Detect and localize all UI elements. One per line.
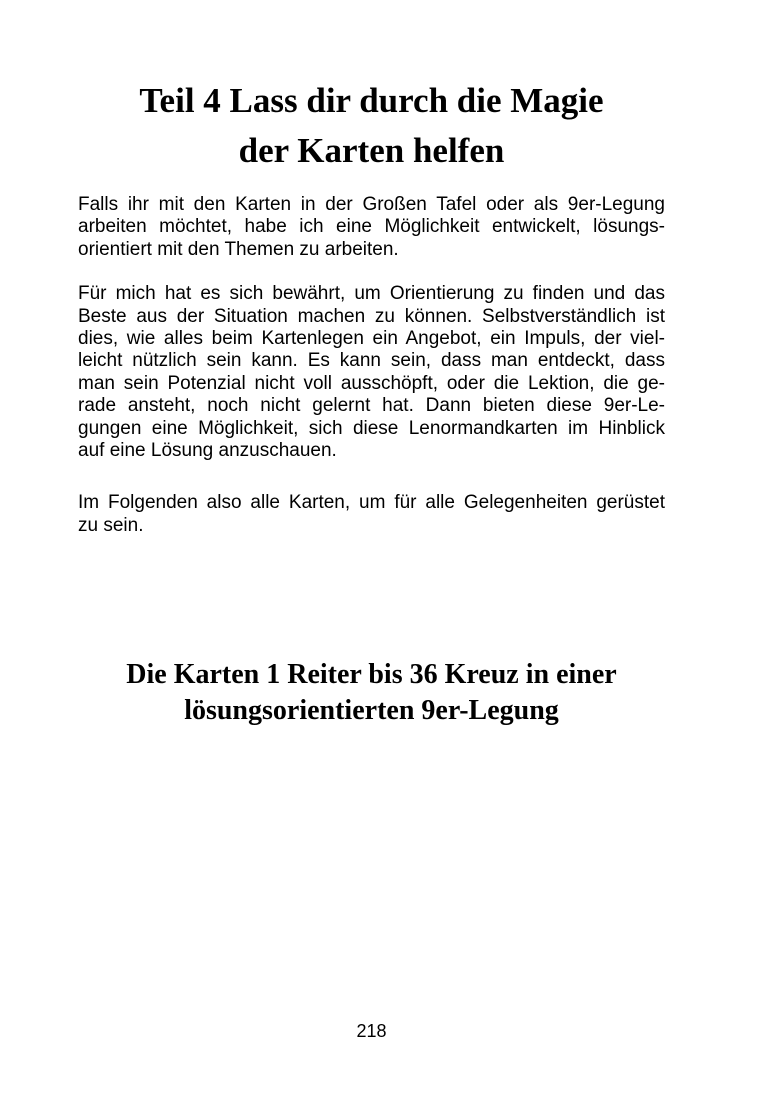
paragraph-1: [78, 194, 665, 261]
text-line: dies, wie alles beim Kartenlegen ein Angebot, ein Impuls, der viel-: [78, 328, 665, 350]
chapter-title-line-1: Teil 4 Lass dir durch die Magie: [139, 81, 604, 120]
paragraph-3: [78, 492, 665, 537]
text-line: gungen eine Möglichkeit, sich diese Lenormandkarten im Hinblick: [78, 417, 665, 439]
page-number: 218: [356, 1021, 387, 1041]
text-line: Im Folgenden also alle Karten, um für alle Gelegenheiten gerüstet: [78, 492, 665, 514]
section-title-line-1: Die Karten 1 Reiter bis 36 Kreuz in einer: [126, 659, 617, 691]
section-title-line-2: lösungsorientierten 9er-Legung: [184, 695, 559, 727]
text-line: Falls ihr mit den Karten in der Großen Tafel oder als 9er-Legung: [78, 194, 665, 215]
text-line: Beste aus der Situation machen zu können. Selbstverständlich ist: [78, 305, 665, 327]
text-line: Für mich hat es sich bewährt, um Orientierung zu finden und das: [78, 283, 665, 305]
text-line: man sein Potenzial nicht voll ausschöpft, oder die Lektion, die ge-: [78, 372, 665, 394]
text-line: arbeiten möchtet, habe ich eine Möglichkeit entwickelt, lösungs-: [78, 216, 665, 238]
text-line: auf eine Lösung anzuschauen.: [78, 440, 337, 462]
text-line: leicht nützlich sein kann. Es kann sein, dass man entdeckt, dass: [78, 350, 665, 372]
text-line: orientiert mit den Themen zu arbeiten.: [78, 238, 399, 260]
text-line: rade ansteht, noch nicht gelernt hat. Dann bieten diese 9er-Le-: [78, 395, 665, 417]
text-line: zu sein.: [78, 514, 144, 536]
chapter-title: [78, 76, 665, 176]
section-title: [78, 657, 665, 729]
chapter-title-line-2: der Karten helfen: [238, 131, 505, 170]
text-column: [78, 0, 665, 729]
paragraph-2: [78, 283, 665, 462]
